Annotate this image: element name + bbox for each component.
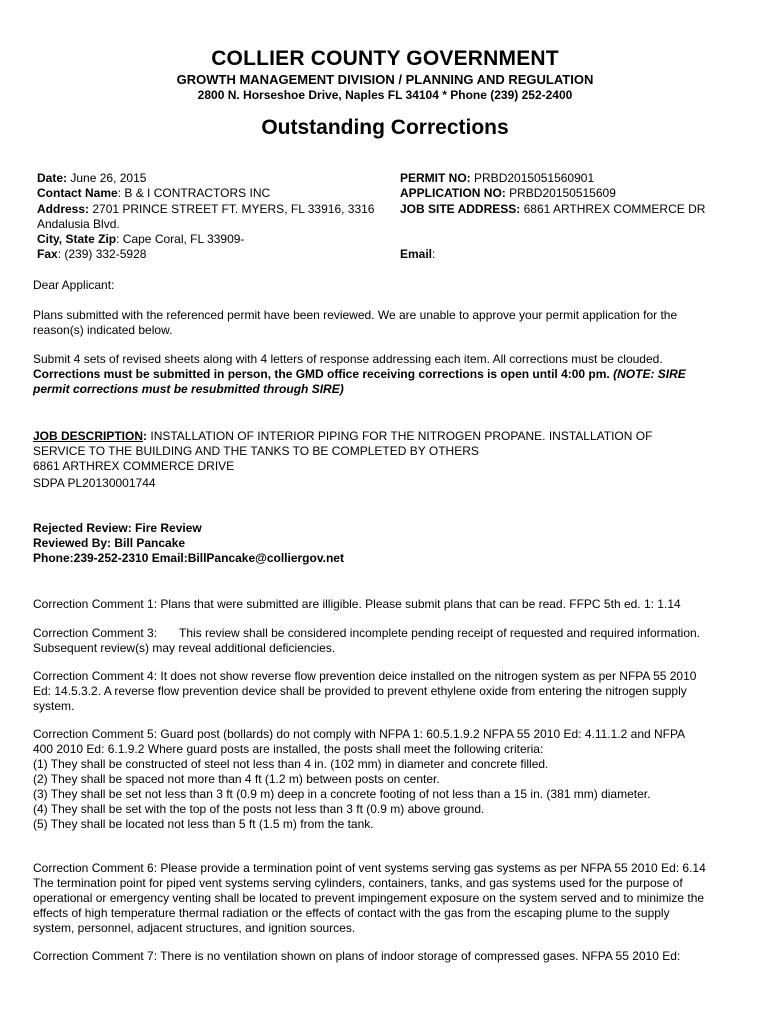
- fax-row: Fax: (239) 332-5928: [37, 247, 147, 261]
- review-block: [33, 521, 737, 566]
- job-description: [33, 429, 737, 491]
- page-title: Outstanding Corrections: [261, 116, 509, 139]
- address-row: [37, 202, 374, 217]
- comment-3-text: This review shall be considered incomplete pending receipt of requested and required information.: [179, 626, 701, 640]
- fax-value: (239) 332-5928: [64, 247, 147, 261]
- permit-label: PERMIT NO:: [400, 171, 471, 185]
- job-description-label: JOB DESCRIPTION: [33, 429, 144, 443]
- contact-row: Contact Name: B & I CONTRACTORS INC: [37, 186, 271, 200]
- office-address: 2800 N. Horseshoe Drive, Naples FL 34104 * Phone (239) 252-2400: [197, 88, 573, 102]
- job-site-row: [400, 202, 705, 217]
- comment-5-line2: 400 2010 Ed: 6.1.9.2 Where guard posts are installed, the posts shall meet the following criteria:: [33, 742, 544, 756]
- submit-note-text: (NOTE: SIRE: [613, 367, 686, 381]
- permit-value: PRBD2015051560901: [474, 171, 595, 185]
- job-description-line3: 6861 ARTHREX COMMERCE DRIVE: [33, 459, 235, 473]
- comment-5-line1: Correction Comment 5: Guard post (bollards) do not comply with NFPA 1: 60.5.1.9.2 NFPA 55 2010 Ed: 4.11.1.2 and NFPA: [33, 727, 686, 741]
- reviewer-contact: Phone:239-252-2310 Email:BillPancake@colliergov.net: [33, 551, 344, 565]
- comment-7-line1: Correction Comment 7: There is no ventilation shown on plans of indoor storage of compressed gases. NFPA 55 2010 Ed:: [33, 949, 681, 963]
- application-value: PRBD20150515609: [509, 186, 616, 200]
- correction-comment-7: [33, 949, 737, 964]
- comment-4-line2: Ed: 14.5.3.2. A reverse flow prevention device shall be provided to prevent ethylene oxide from entering the nitrogen supply: [33, 684, 687, 698]
- address-label: Address:: [37, 202, 90, 216]
- salutation: Dear Applicant:: [33, 278, 115, 292]
- job-description-line1: JOB DESCRIPTION: INSTALLATION OF INTERIOR PIPING FOR THE NITROGEN PROPANE. INSTALLATION OF: [33, 429, 653, 443]
- comment-4-line1: Correction Comment 4: It does not show reverse flow prevention deice installed on the nitrogen system as per NFPA 55 2010: [33, 669, 697, 683]
- paragraph-submit-line2: [33, 367, 737, 382]
- comment-6-line1: Correction Comment 6: Please provide a termination point of vent systems serving gas systems as per NFPA 55 2010 Ed: 6.14: [33, 861, 706, 875]
- email-row: Email:: [400, 247, 436, 261]
- comment-1-text: Correction Comment 1: Plans that were submitted are illigible. Please submit plans that can be read. FFPC 5th ed. 1: 1.14: [33, 597, 681, 611]
- paragraph-submit-line1: Submit 4 sets of revised sheets along with 4 letters of response addressing each item. All corrections must be clouded.: [33, 352, 663, 366]
- correction-comment-1: [33, 597, 737, 612]
- comment-5-line6: (4) They shall be set with the top of the posts not less than 3 ft (0.9 m) above ground.: [33, 802, 485, 816]
- comment-6-line2: The termination point for piped vent systems serving cylinders, containers, tanks, and gas systems used for the purpose of: [33, 876, 683, 890]
- comment-5-line7: (5) They shall be located not less than 5 ft (1.5 m) from the tank.: [33, 817, 374, 831]
- job-description-text1: INSTALLATION OF INTERIOR PIPING FOR THE NITROGEN PROPANE. INSTALLATION OF: [150, 429, 653, 443]
- address-value: 2701 PRINCE STREET FT. MYERS, FL 33916, 3316: [92, 202, 375, 216]
- city-row: City, State Zip: Cape Coral, FL 33909-: [37, 232, 245, 246]
- paragraph-submit: [33, 352, 737, 397]
- contact-label: Contact Name: [37, 186, 118, 200]
- paragraph-reviewed-line2: reason(s) indicated below.: [33, 323, 173, 337]
- correction-comment-6: [33, 861, 737, 936]
- rejected-review: Rejected Review: Fire Review: [33, 521, 202, 535]
- comment-4-line3: system.: [33, 699, 75, 713]
- address-line2: Andalusia Blvd.: [37, 217, 120, 231]
- comment-6-line5: system, personnel, adjacent structures, and ignition sources.: [33, 921, 356, 935]
- comment-3-line2: Subsequent review(s) may reveal additional deficiencies.: [33, 641, 336, 655]
- email-label: Email: [400, 247, 433, 261]
- paragraph-reviewed-line1: Plans submitted with the referenced permit have been reviewed. We are unable to approve your permit application for the: [33, 308, 678, 322]
- fax-label: Fax: [37, 247, 58, 261]
- comment-5-line3: (1) They shall be constructed of steel not less than 4 in. (102 mm) in diameter and concrete filled.: [33, 757, 549, 771]
- org-title: COLLIER COUNTY GOVERNMENT: [211, 47, 559, 70]
- comment-3-line1: [33, 626, 737, 641]
- submit-bold-text: Corrections must be submitted in person, the GMD office receiving corrections is open until 4:00 pm.: [33, 367, 610, 381]
- contact-value: B & I CONTRACTORS INC: [124, 186, 271, 200]
- application-label: APPLICATION NO:: [400, 186, 506, 200]
- comment-5-line4: (2) They shall be spaced not more than 4 ft (1.2 m) between posts on center.: [33, 772, 440, 786]
- division-title: GROWTH MANAGEMENT DIVISION / PLANNING AND REGULATION: [176, 72, 594, 87]
- comment-6-line3: operational or emergency venting shall be located to prevent impingement exposure on the system served and to minimize the: [33, 891, 705, 905]
- reviewer-name: Reviewed By: Bill Pancake: [33, 536, 186, 550]
- comment-3-label: Correction Comment 3:: [33, 626, 158, 640]
- comment-5-line5: (3) They shall be set not less than 3 ft (0.9 m) deep in a concrete footing of not less than a 15 in. (381 mm) diameter.: [33, 787, 651, 801]
- city-value: Cape Coral, FL 33909-: [122, 232, 245, 246]
- job-site-value: 6861 ARTHREX COMMERCE DR: [523, 202, 706, 216]
- permit-row: [400, 171, 594, 186]
- job-site-label: JOB SITE ADDRESS:: [400, 202, 521, 216]
- date-row: [37, 171, 146, 186]
- job-description-line4: SDPA PL20130001744: [33, 476, 156, 490]
- paragraph-submit-line3: permit corrections must be resubmitted through SIRE): [33, 382, 344, 396]
- date-label: Date:: [37, 171, 68, 185]
- comment-6-line4: effects of high temperature thermal radiation or the effects of contact with the gas from the escaping plume to the supply: [33, 906, 670, 920]
- paragraph-reviewed: [33, 308, 737, 338]
- application-row: [400, 186, 616, 201]
- city-label: City, State Zip: [37, 232, 117, 246]
- job-description-line2: SERVICE TO THE BUILDING AND THE TANKS TO BE COMPLETED BY OTHERS: [33, 444, 479, 458]
- date-value: June 26, 2015: [70, 171, 147, 185]
- correction-comment-3: [33, 626, 737, 656]
- correction-comment-4: [33, 669, 737, 714]
- correction-comment-5: [33, 727, 737, 832]
